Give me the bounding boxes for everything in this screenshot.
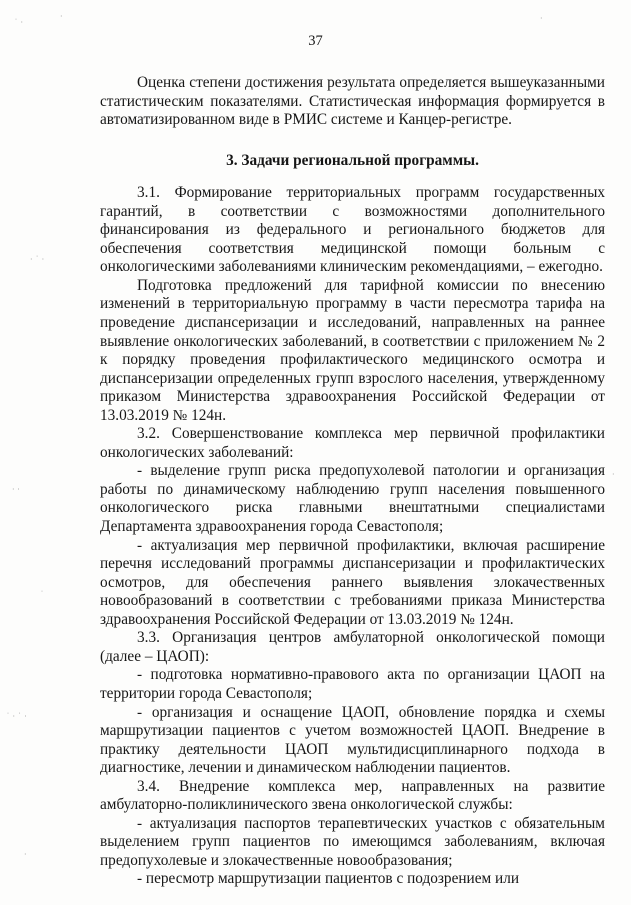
scan-noise-speck: · · <box>12 485 20 494</box>
list-item-prevention-measures: - актуализация мер первичной профилактики, включая расширение перечня исследований программы диспансеризации и профилактических осмотров, для обеспечения раннего выявления злокачественных новообразований в соответствии с требованиями приказа Министерства здравоохранения Российской Федерации от 13.03.2019 № 124н. <box>100 536 605 628</box>
list-item-passports: - актуализация паспортов терапевтических участков с обязательным выделением групп пациентов по имеющимся заболеваниям, включая предопухолевые и злокачественные новообразования; <box>100 814 605 869</box>
scan-noise-speck: · <box>60 12 63 21</box>
list-item-legal-act: - подготовка нормативно-правового акта по организации ЦАОП на территории города Севастополя; <box>100 666 605 702</box>
scan-noise-speck: ˙ · <box>14 18 24 27</box>
paragraph-tariff-proposals: Подготовка предложений для тарифной комиссии по внесению изменений в территориальную программу в части пересмотра тарифа на проведение диспансеризации и исследований, направленных на раннее выявление онкологических заболеваний, в соответствии с приложением № 2 к порядку проведения профилактического медицинского осмотра и диспансеризации определенных групп взрослого населения, утвержденному приказом Министерства здравоохранения Российской Федерации от 13.03.2019 № 124н. <box>100 276 605 424</box>
paragraph-3-3: 3.3. Организация центров амбулаторной онкологической помощи (далее – ЦАОП): <box>100 629 605 665</box>
scan-noise-speck: · <box>540 14 543 23</box>
page-number: 37 <box>308 33 323 49</box>
section-title: 3. Задачи региональной программы. <box>226 151 479 169</box>
paragraph-3-4: 3.4. Внедрение комплекса мер, направленных на развитие амбулаторно-поликлинического звена онкологической службы: <box>100 777 605 814</box>
paragraph-3-2: 3.2. Совершенствование комплекса мер первичной профилактики онкологических заболеваний: <box>100 425 605 461</box>
scan-noise-speck: · <box>612 470 615 479</box>
paragraph-result-assessment: Оценка степени достижения результата определяется вышеуказанными статистическим показателями. Статистическая информация формируется в автоматизированном виде в РМИС системе и Канцер-регистре. <box>100 74 605 129</box>
list-item-routing-review: - пересмотр маршрутизации пациентов с подозрением или <box>137 870 520 888</box>
paragraph-3-1: 3.1. Формирование территориальных программ государственных гарантий, в соответствии с возможностями дополнительного финансирования из федерального и регионального бюджетов для обеспечения соответствия медицинской помощи больным с онкологическими заболеваниями клиническим рекомендациями, – ежегодно. <box>100 184 605 276</box>
scan-noise-speck: ˙ · ˙ · <box>6 712 27 721</box>
scan-noise-speck: · <box>24 850 27 859</box>
scan-noise-speck: · ˙ · <box>30 255 45 264</box>
list-item-risk-groups: - выделение групп риска предопухолевой патологии и организация работы по динамическому наблюдению групп населения повышенного онкологического риска главными внештатными специалистами Департамента здравоохранения города Севастополя; <box>100 462 605 536</box>
list-item-caop-organization: - организация и оснащение ЦАОП, обновление порядка и схемы маршрутизации пациентов с учетом возможностей ЦАОП. Внедрение в практику деятельности ЦАОП мультидисциплинарного подхода в диагностике, лечении и динамическом наблюдении пациентов. <box>100 703 605 777</box>
scan-noise-speck: ˙ <box>40 590 44 599</box>
document-body <box>100 74 605 889</box>
